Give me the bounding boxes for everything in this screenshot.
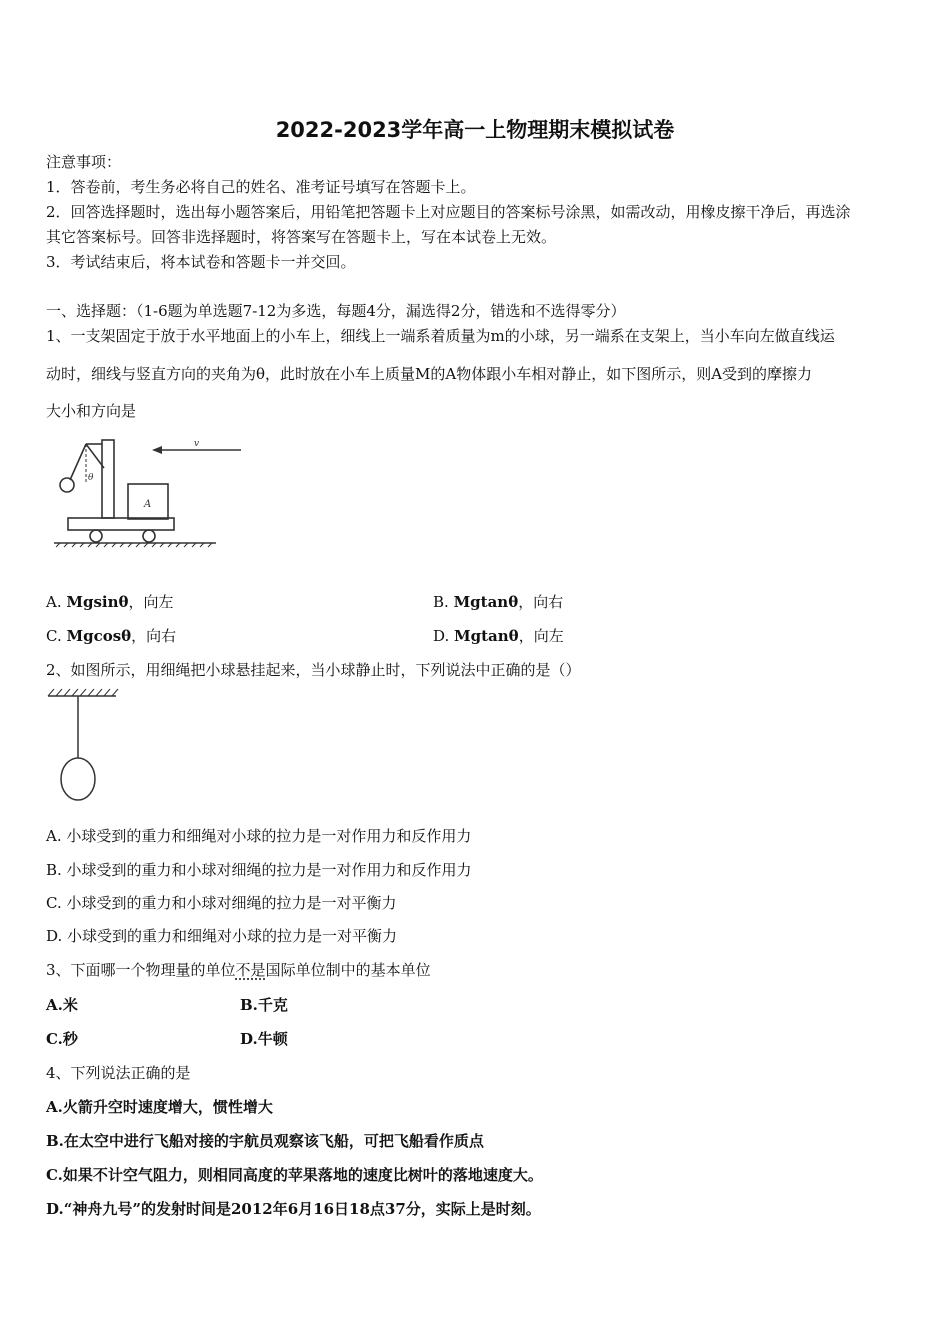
q2-option-a: A. 小球受到的重力和细绳对小球的拉力是一对作用力和反作用力: [46, 827, 472, 845]
q1-option-a: [46, 592, 174, 612]
q2-option-b: B. 小球受到的重力和小球对细绳的拉力是一对作用力和反作用力: [46, 861, 472, 879]
q3-option-a: A.米: [46, 996, 78, 1014]
q3-stem-after: 国际单位制中的基本单位: [265, 961, 431, 979]
stand-pole: [102, 440, 114, 518]
q1-stem-line-1: 1、一支架固定于放于水平地面上的小车上，细线上一端系着质量为m的小球，另一端系在支架上，当小车向左做直线运: [46, 327, 835, 345]
option-b-formula: Mgtanθ: [453, 593, 519, 611]
q2-stem: 2、如图所示，用细绳把小球悬挂起来，当小球静止时，下列说法中正确的是（）: [46, 661, 581, 679]
q3-stem-emphasis: 不是: [235, 961, 266, 979]
cart-wheel-right: [143, 530, 155, 542]
q4-option-d: D.“神舟九号”的发射时间是2012年6月16日18点37分，实际上是时刻。: [46, 1200, 541, 1218]
option-a-direction: ，向左: [128, 593, 174, 611]
q1-option-b: [433, 592, 563, 612]
q1-stem-line-2: 动时，细线与竖直方向的夹角为θ，此时放在小车上质量M的A物体跟小车相对静止，如下图所示，则A受到的摩擦力: [46, 365, 813, 383]
option-a-formula: Mgsinθ: [66, 593, 129, 611]
q4-stem: 4、下列说法正确的是: [46, 1064, 191, 1082]
q3-option-d: D.牛顿: [240, 1030, 288, 1048]
option-b-direction: ，向右: [518, 593, 564, 611]
q3-option-b: B.千克: [240, 996, 288, 1014]
option-d-prefix: D.: [433, 627, 455, 645]
q1-option-c: [46, 626, 176, 646]
option-c-prefix: C.: [46, 627, 67, 645]
option-c-formula: Mgcosθ: [66, 627, 132, 645]
page-title: 2022-2023学年高一上物理期末模拟试卷: [275, 118, 675, 142]
block-label: A: [144, 499, 152, 510]
section-heading: 一、选择题：（1-6题为单选题7-12为多选，每题4分，漏选得2分，错选和不选得零分）: [46, 302, 626, 320]
q3-stem-before: 3、下面哪一个物理量的单位: [46, 961, 236, 979]
notice-item-2: 2．回答选择题时，选出每小题答案后，用铅笔把答题卡上对应题目的答案标号涂黑，如需改动，用橡皮擦干净后，再选涂: [46, 203, 851, 221]
option-a-prefix: A.: [46, 593, 67, 611]
notice-item-1: 1．答卷前，考生务必将自己的姓名、准考证号填写在答题卡上。: [46, 178, 476, 196]
velocity-arrowhead: [152, 446, 162, 454]
option-d-formula: Mgtanθ: [454, 627, 519, 645]
q1-cart-figure: [46, 432, 256, 556]
option-c-direction: ，向右: [131, 627, 177, 645]
notice-heading: 注意事项：: [46, 153, 122, 171]
pendulum-ball: [60, 478, 74, 492]
q3-stem: [46, 960, 431, 980]
q4-option-b: B.在太空中进行飞船对接的宇航员观察该飞船，可把飞船看作质点: [46, 1132, 484, 1150]
q4-option-a: A.火箭升空时速度增大，惯性增大: [46, 1098, 273, 1116]
q1-stem-line-3: 大小和方向是: [46, 402, 137, 420]
q2-option-c: C. 小球受到的重力和小球对细绳的拉力是一对平衡力: [46, 894, 397, 912]
cart-wheel-left: [90, 530, 102, 542]
velocity-label: v: [194, 439, 200, 449]
ball: [61, 758, 95, 800]
q3-option-c: C.秒: [46, 1030, 78, 1048]
q2-option-d: D. 小球受到的重力和细绳对小球的拉力是一对平衡力: [46, 927, 398, 945]
ceiling-hatching: [48, 689, 118, 696]
option-b-prefix: B.: [433, 593, 454, 611]
theta-label: θ: [88, 473, 94, 483]
notice-item-3: 3．考试结束后，将本试卷和答题卡一并交回。: [46, 253, 356, 271]
pendulum-string: [70, 444, 86, 480]
q1-option-d: [433, 626, 564, 646]
option-d-direction: ，向左: [518, 627, 564, 645]
q2-hanging-ball-figure: [46, 686, 126, 806]
q4-option-c: C.如果不计空气阻力，则相同高度的苹果落地的速度比树叶的落地速度大。: [46, 1166, 543, 1184]
notice-item-2-cont: 其它答案标号。回答非选择题时，将答案写在答题卡上，写在本试卷上无效。: [46, 228, 557, 246]
